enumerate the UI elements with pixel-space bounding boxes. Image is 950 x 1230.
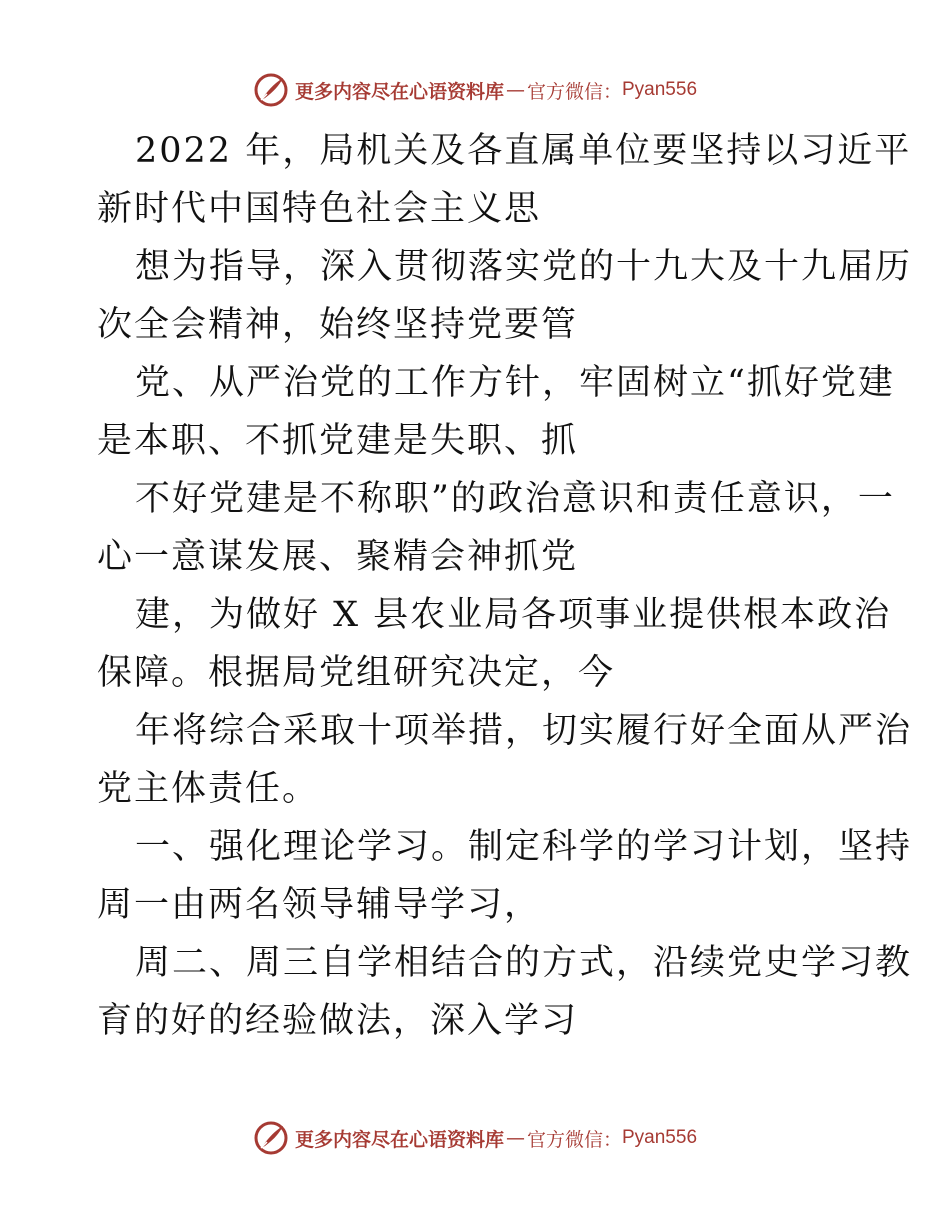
body-line: 是本职、不抓党建是失职、抓	[97, 421, 579, 461]
watermark-wechat-id: Pyan556	[622, 1127, 698, 1148]
body-line: 周一由两名领导辅导学习，	[97, 885, 542, 925]
body-line: 周二、周三自学相结合的方式，沿续党史学习教	[135, 943, 913, 983]
watermark-dash: —	[505, 1127, 525, 1149]
footer-watermark	[0, 1118, 950, 1158]
body-line: 党、从严治党的工作方针，牢固树立“抓好党建	[135, 363, 895, 403]
body-line: 2022 年，局机关及各直属单位要坚持以习近平	[135, 131, 912, 171]
watermark-dash: —	[505, 79, 525, 101]
body-line: 想为指导，深入贯彻落实党的十九大及十九届历	[135, 247, 913, 287]
watermark-wechat-label: 官方微信：	[526, 80, 622, 103]
body-line: 心一意谋发展、聚精会神抓党	[97, 537, 579, 577]
body-line: 不好党建是不称职”的政治意识和责任意识，一	[135, 479, 895, 519]
body-line: 新时代中国特色社会主义思	[97, 189, 542, 229]
body-line: 年将综合采取十项举措，切实履行好全面从严治	[135, 711, 913, 751]
quill-pen-logo-icon	[253, 1120, 289, 1156]
body-line: 党主体责任。	[97, 769, 320, 809]
body-line: 建，为做好 X 县农业局各项事业提供根本政治	[135, 595, 892, 635]
watermark-wechat-label: 官方微信：	[526, 1128, 622, 1151]
body-line: 一、强化理论学习。制定科学的学习计划，坚持	[135, 827, 913, 867]
body-line: 保障。根据局党组研究决定，今	[97, 653, 616, 693]
header-watermark	[0, 70, 950, 110]
document-body	[97, 122, 913, 1050]
body-line: 育的好的经验做法，深入学习	[97, 1001, 579, 1041]
quill-pen-logo-icon	[253, 72, 289, 108]
watermark-wechat-id: Pyan556	[622, 79, 698, 100]
watermark-main-text: 更多内容尽在心语资料库	[294, 1128, 504, 1151]
body-line: 次全会精神，始终坚持党要管	[97, 305, 579, 345]
watermark-main-text: 更多内容尽在心语资料库	[294, 80, 504, 103]
